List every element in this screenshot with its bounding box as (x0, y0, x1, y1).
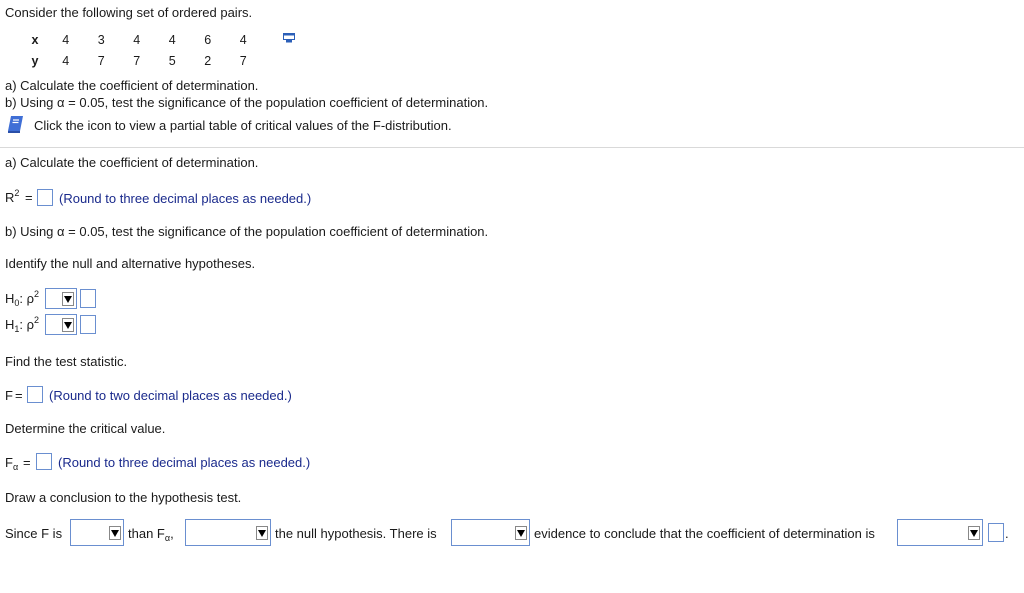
conclusion-period: . (1005, 526, 1009, 541)
h1-rho-exponent: 2 (34, 315, 40, 325)
h0-subscript: 0 (14, 298, 20, 308)
question-b-text: b) Using α = 0.05, test the significance of the population coefficient of determination. (5, 95, 489, 110)
critical-value-round-hint: (Round to three decimal places as needed.) (58, 455, 311, 470)
decision-select[interactable] (185, 519, 271, 546)
y-cell: 4 (62, 53, 70, 68)
chevron-down-icon[interactable] (109, 526, 121, 540)
h1-rho: : ρ (19, 317, 35, 332)
chevron-down-icon[interactable] (256, 526, 268, 540)
null-hypothesis-value-box[interactable] (80, 289, 96, 308)
x-header: x (31, 32, 39, 47)
r-label: R (5, 190, 15, 205)
y-cell: 5 (168, 53, 176, 68)
h1-letter: H (5, 317, 15, 332)
comparison-select[interactable] (70, 519, 124, 546)
y-header: y (31, 53, 39, 68)
f-round-hint: (Round to two decimal places as needed.) (49, 388, 292, 403)
f-label: F (5, 388, 13, 403)
y-cell: 7 (133, 53, 141, 68)
x-cell: 4 (62, 32, 70, 47)
chevron-down-icon[interactable] (968, 526, 980, 540)
since-f-is-text: Since F is (5, 526, 63, 541)
h0-rho: : ρ (19, 291, 35, 306)
h0-rho-exponent: 2 (34, 289, 40, 299)
f-equals: = (15, 388, 23, 403)
x-cell: 4 (168, 32, 176, 47)
alternative-hypothesis-operator-select[interactable] (45, 314, 77, 335)
question-a-text: a) Calculate the coefficient of determination. (5, 78, 259, 93)
x-cell: 6 (204, 32, 212, 47)
critical-values-link-text[interactable]: Click the icon to view a partial table of critical values of the F-distribution. (34, 118, 452, 133)
x-cell: 4 (133, 32, 141, 47)
r-squared-round-hint: (Round to three decimal places as needed.) (59, 191, 312, 206)
null-hypothesis-label (5, 291, 39, 306)
table-row-x (22, 29, 261, 50)
section-divider (0, 147, 1024, 148)
part-b-heading: b) Using α = 0.05, test the significance of the population coefficient of determination. (5, 224, 489, 239)
y-cell: 2 (204, 53, 212, 68)
h0-letter: H (5, 291, 15, 306)
than-f-alpha-text (128, 526, 174, 541)
f-alpha-label (5, 455, 18, 470)
critical-value-answer-box[interactable] (36, 453, 52, 470)
r-squared-label (5, 190, 19, 205)
find-test-statistic-text: Find the test statistic. (5, 354, 128, 369)
alternative-hypothesis-label (5, 317, 39, 332)
ordered-pairs-table (22, 29, 261, 71)
chevron-down-icon[interactable] (62, 318, 74, 332)
null-hypothesis-operator-select[interactable] (45, 288, 77, 309)
identify-hypotheses-text: Identify the null and alternative hypotheses. (5, 256, 256, 271)
y-cell: 7 (239, 53, 247, 68)
r-squared-equals: = (25, 190, 33, 205)
conclusion-answer-box[interactable] (988, 523, 1004, 542)
evidence-select[interactable] (451, 519, 530, 546)
than-f-subscript: α (164, 533, 171, 543)
evidence-conclusion-text: evidence to conclude that the coefficient of determination is (534, 526, 875, 541)
f-alpha-equals: = (23, 455, 31, 470)
r-squared-answer-box[interactable] (37, 189, 53, 206)
table-row-y (22, 50, 261, 71)
than-f-letter: than F (128, 526, 165, 541)
alternative-hypothesis-value-box[interactable] (80, 315, 96, 334)
determine-critical-value-text: Determine the critical value. (5, 421, 166, 436)
chevron-down-icon[interactable] (515, 526, 527, 540)
chevron-down-icon[interactable] (62, 292, 74, 306)
f-alpha-subscript: α (12, 462, 19, 472)
r-exponent: 2 (14, 188, 20, 198)
x-cell: 3 (97, 32, 105, 47)
x-cell: 4 (239, 32, 247, 47)
than-comma: , (170, 526, 174, 541)
draw-conclusion-text: Draw a conclusion to the hypothesis test. (5, 490, 242, 505)
null-hypothesis-there-is-text: the null hypothesis. There is (275, 526, 437, 541)
significance-select[interactable] (897, 519, 983, 546)
h1-subscript: 1 (14, 324, 20, 334)
book-icon[interactable] (6, 114, 26, 134)
copy-data-icon[interactable] (283, 33, 295, 43)
part-a-heading: a) Calculate the coefficient of determination. (5, 155, 259, 170)
y-cell: 7 (97, 53, 105, 68)
intro-text: Consider the following set of ordered pairs. (5, 5, 253, 20)
f-alpha-letter: F (5, 455, 13, 470)
f-statistic-answer-box[interactable] (27, 386, 43, 403)
